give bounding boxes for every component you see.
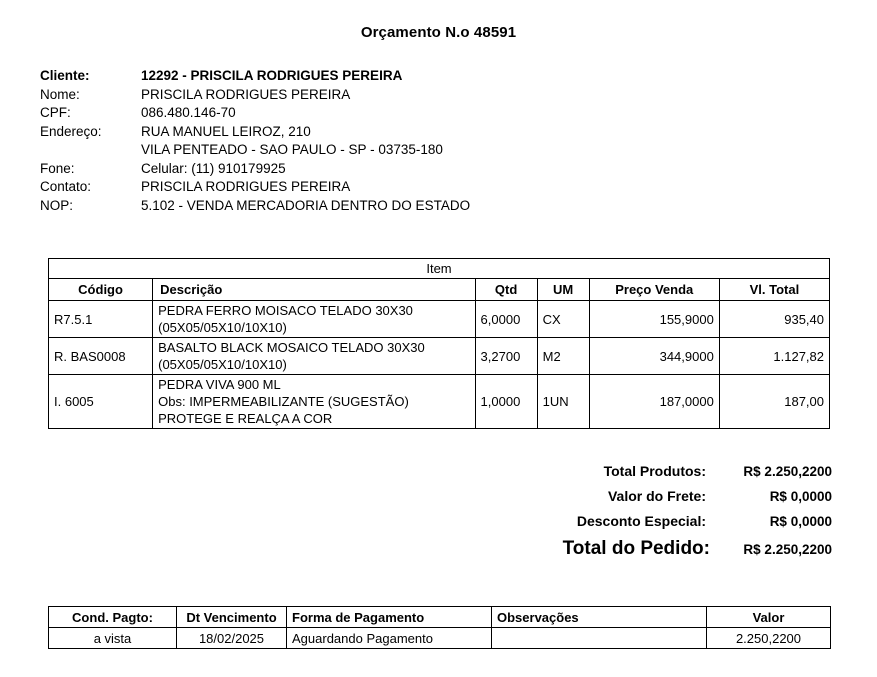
cell-qtd: 1,0000: [475, 375, 537, 429]
customer-row: [40, 123, 640, 142]
customer-field-value: 12292 - PRISCILA RODRIGUES PEREIRA: [141, 68, 403, 83]
customer-field-label: NOP:: [40, 197, 74, 213]
cell-um: CX: [537, 301, 589, 338]
customer-field-label: Cliente:: [40, 68, 90, 83]
customer-info-block: [40, 67, 640, 215]
items-table-body: [49, 301, 830, 429]
descricao-line: (05X05/05X10/10X10): [158, 320, 287, 335]
descricao-line: PEDRA VIVA 900 ML: [158, 377, 281, 392]
items-section-title: Item: [49, 259, 830, 279]
cell-vl-total: 1.127,82: [719, 338, 829, 375]
customer-row: [40, 104, 640, 123]
header-preco-venda: Preço Venda: [589, 279, 719, 301]
header-vl-total: Vl. Total: [719, 279, 829, 301]
items-table: [48, 258, 830, 429]
customer-field-label: Contato:: [40, 179, 92, 194]
cell-preco-venda: 344,9000: [589, 338, 719, 375]
descricao-line: (05X05/05X10/10X10): [158, 357, 287, 372]
valor-frete-value: R$ 0,0000: [769, 489, 832, 504]
cell-vl-total: 935,40: [719, 301, 829, 338]
totals-block: [490, 463, 832, 568]
header-descricao: Descrição: [153, 279, 475, 301]
cell-codigo: R. BAS0008: [49, 338, 153, 375]
header-qtd: Qtd: [475, 279, 537, 301]
customer-field-value: PRISCILA RODRIGUES PEREIRA: [141, 86, 351, 102]
customer-row: [40, 141, 640, 160]
cell-um: 1UN: [537, 375, 589, 429]
total-produtos-label: Total Produtos:: [603, 463, 706, 479]
total-pedido-value: R$ 2.250,2200: [743, 542, 832, 557]
header-um: UM: [537, 279, 589, 301]
header-observacoes: Observações: [492, 607, 707, 628]
cell-descricao: [153, 375, 475, 429]
items-section-title-row: [49, 259, 830, 279]
descricao-line: PROTEGE E REALÇA A COR: [158, 411, 333, 426]
cell-cond-pagto: a vista: [49, 628, 177, 649]
customer-row: [40, 197, 640, 216]
cell-forma-pagamento: Aguardando Pagamento: [287, 628, 492, 649]
payment-header-row: [49, 607, 831, 628]
cell-preco-venda: 187,0000: [589, 375, 719, 429]
desconto-especial-row: [490, 513, 832, 538]
header-cond-pagto: Cond. Pagto:: [49, 607, 177, 628]
desconto-especial-value: R$ 0,0000: [769, 514, 832, 529]
cell-descricao: [153, 301, 475, 338]
payment-table-body: [49, 628, 831, 649]
customer-field-value: Celular: (11) 910179925: [141, 160, 286, 176]
desconto-especial-label: Desconto Especial:: [576, 513, 706, 529]
customer-field-value: PRISCILA RODRIGUES PEREIRA: [141, 179, 351, 194]
table-row: [49, 301, 830, 338]
customer-field-value: 086.480.146-70: [141, 105, 236, 120]
customer-row: [40, 86, 640, 105]
header-codigo: Código: [49, 279, 153, 301]
table-row: [49, 375, 830, 429]
customer-field-label: Fone:: [40, 160, 75, 176]
customer-field-value: VILA PENTEADO - SAO PAULO - SP - 03735-180: [141, 142, 443, 157]
descricao-line: PEDRA FERRO MOISACO TELADO 30X30: [158, 303, 413, 318]
customer-row: [40, 160, 640, 179]
cell-vl-total: 187,00: [719, 375, 829, 429]
customer-row: [40, 178, 640, 197]
payment-table-head: [49, 607, 831, 628]
items-table-head: [49, 259, 830, 301]
header-dt-vencimento: Dt Vencimento: [177, 607, 287, 628]
valor-frete-label: Valor do Frete:: [607, 488, 706, 504]
cell-preco-venda: 155,9000: [589, 301, 719, 338]
cell-codigo: I. 6005: [49, 375, 153, 429]
cell-dt-vencimento: 18/02/2025: [177, 628, 287, 649]
valor-frete-row: [490, 488, 832, 513]
page-title: Orçamento N.o 48591: [360, 24, 517, 41]
table-row: [49, 338, 830, 375]
cell-codigo: R7.5.1: [49, 301, 153, 338]
items-header-row: [49, 279, 830, 301]
table-row: [49, 628, 831, 649]
cell-valor: 2.250,2200: [707, 628, 831, 649]
total-pedido-row: [490, 538, 832, 568]
cell-descricao: [153, 338, 475, 375]
customer-field-label: CPF:: [40, 105, 71, 120]
total-produtos-value: R$ 2.250,2200: [743, 464, 832, 479]
cell-qtd: 6,0000: [475, 301, 537, 338]
descricao-line: BASALTO BLACK MOSAICO TELADO 30X30: [158, 340, 425, 355]
customer-field-value: RUA MANUEL LEIROZ, 210: [141, 123, 311, 139]
customer-field-label: Nome:: [40, 86, 80, 102]
customer-row: [40, 67, 640, 86]
header-valor: Valor: [707, 607, 831, 628]
cell-um: M2: [537, 338, 589, 375]
descricao-line: Obs: IMPERMEABILIZANTE (SUGESTÃO): [158, 394, 409, 409]
cell-observacoes: [492, 628, 707, 649]
customer-field-label: Endereço:: [40, 123, 102, 139]
total-produtos-row: [490, 463, 832, 488]
header-forma-pagamento: Forma de Pagamento: [287, 607, 492, 628]
customer-field-value: 5.102 - VENDA MERCADORIA DENTRO DO ESTADO: [141, 197, 471, 213]
total-pedido-label: Total do Pedido:: [562, 538, 710, 559]
cell-qtd: 3,2700: [475, 338, 537, 375]
payment-conditions-table: [48, 606, 831, 649]
